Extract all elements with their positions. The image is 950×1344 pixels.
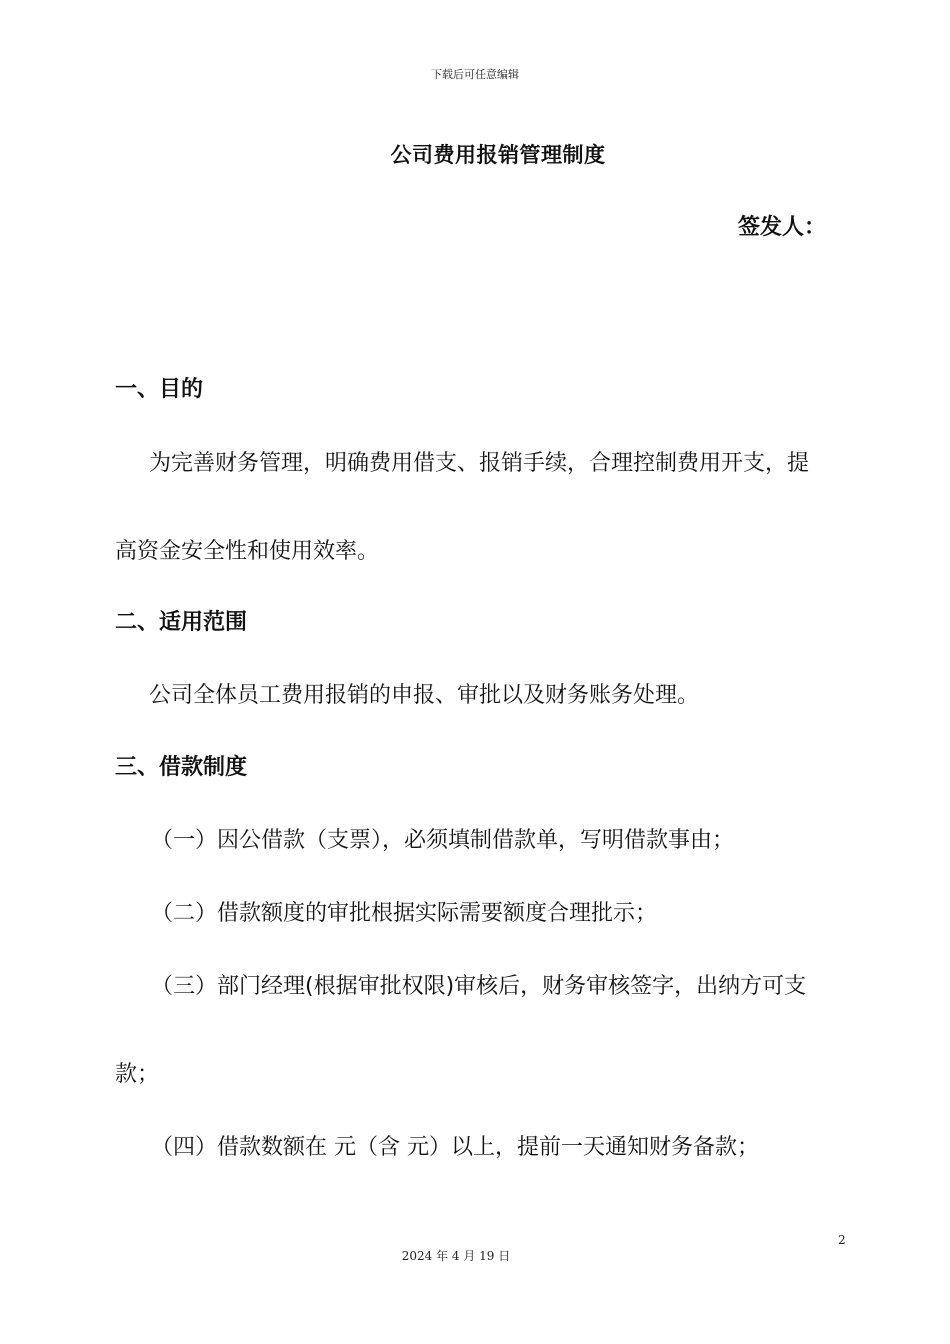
page-number: 2 [838,1233,846,1247]
signer-label: 签发人： [738,215,827,240]
header-note: 下载后可任意编辑 [431,68,519,81]
loan-item-1: （一）因公借款（支票），必须填制借款单，写明借款事由； [151,828,735,853]
document-title: 公司费用报销管理制度 [390,143,606,167]
loan-item-3-line-2: 款； [115,1062,160,1087]
loan-item-3-line-1: （三）部门经理(根据审批权限)审核后，财务审核签字，出纳方可支 [151,974,807,999]
section-heading-scope: 二、适用范围 [115,610,248,635]
purpose-text-line-1: 为完善财务管理，明确费用借支、报销手续，合理控制费用开支，提 [149,451,810,476]
section-heading-purpose: 一、目的 [115,377,204,402]
section-heading-loan: 三、借款制度 [115,755,248,780]
loan-item-4: （四）借款数额在 元（含 元）以上，提前一天通知财务备款； [151,1135,759,1160]
scope-text: 公司全体员工费用报销的申报、审批以及财务账务处理。 [149,683,700,708]
loan-item-2: （二）借款额度的审批根据实际需要额度合理批示； [151,901,658,926]
purpose-text-line-2: 高资金安全性和使用效率。 [115,539,380,564]
footer-date: 2024 年 4 月 19 日 [401,1249,511,1263]
